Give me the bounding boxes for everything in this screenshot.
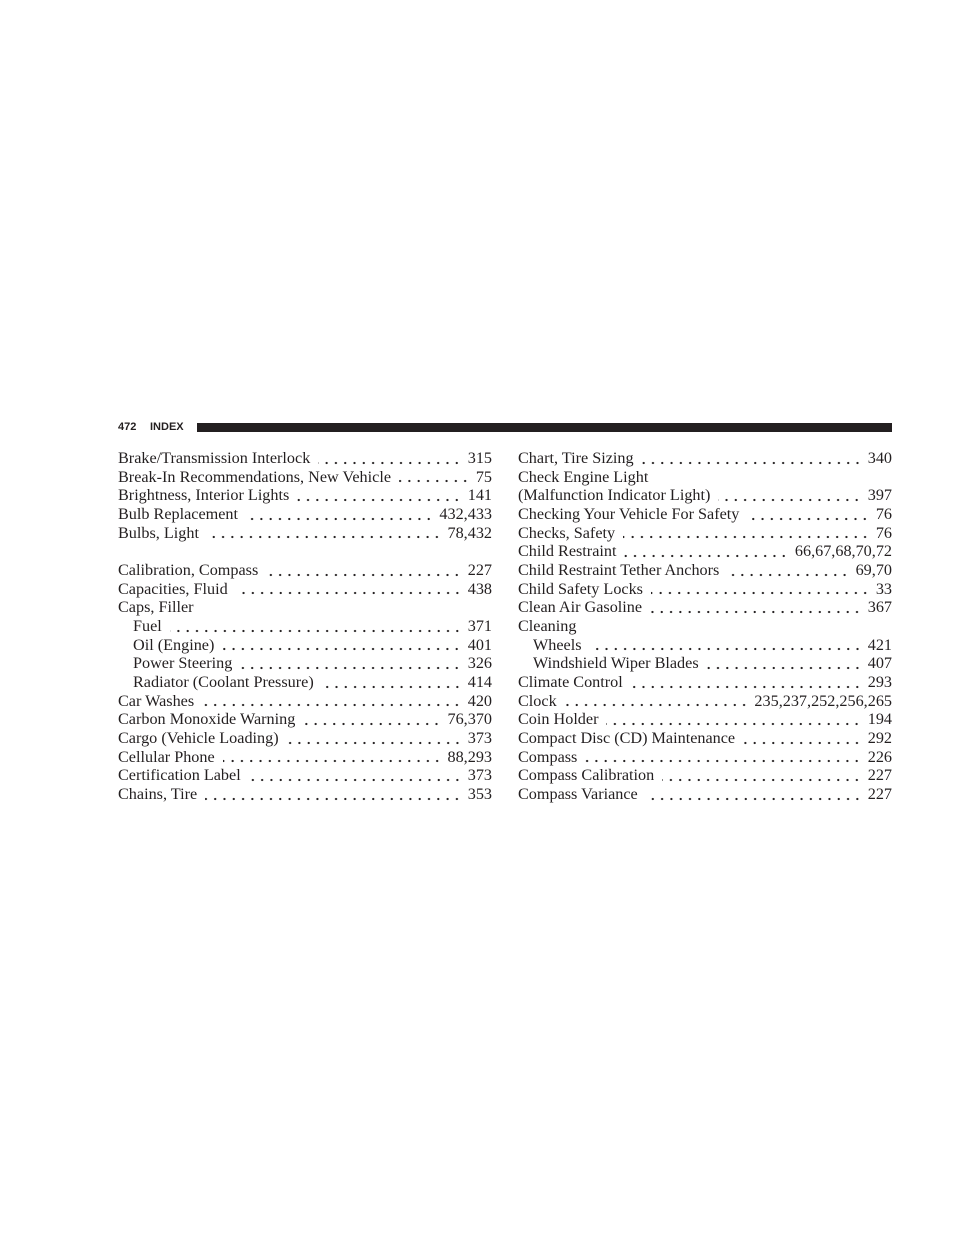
entry-label: Car Washes <box>118 691 195 710</box>
index-entry <box>118 449 492 468</box>
entry-label: Chart, Tire Sizing <box>518 449 634 467</box>
dot-leader <box>747 505 869 524</box>
dot-leader <box>624 542 788 561</box>
subentry-label: Wheels <box>533 635 582 654</box>
entry-page-numbers: 226 <box>867 747 892 766</box>
index-entry <box>518 449 892 468</box>
dot-leader <box>240 654 461 673</box>
entry-label: Child Restraint Tether Anchors <box>518 560 720 579</box>
entry-page-numbers: 66,67,68,70,72 <box>794 542 892 561</box>
index-column-left <box>118 449 492 803</box>
entry-page-numbers: 373 <box>467 766 492 785</box>
entry-label: Capacities, Fluid <box>118 579 228 598</box>
entry-label: Break-In Recommendations, New Vehicle <box>118 467 392 486</box>
entry-label: Bulb Replacement <box>118 504 239 523</box>
index-entry <box>518 598 892 617</box>
dot-leader <box>249 766 462 785</box>
index-entry <box>518 617 892 636</box>
entry-page-numbers: 438 <box>467 579 492 598</box>
entry-label-continued: (Malfunction Indicator Light) <box>518 486 711 505</box>
index-entry <box>118 729 492 748</box>
index-entry <box>118 486 492 505</box>
index-subentry <box>118 673 492 692</box>
entry-label: Cellular Phone <box>118 747 215 766</box>
entry-label: Brake/Transmission Interlock <box>118 449 311 467</box>
dot-leader <box>170 617 462 636</box>
entry-page-numbers: 227 <box>867 784 892 803</box>
dot-leader <box>205 785 462 804</box>
entry-page-numbers: 293 <box>867 672 892 691</box>
dot-leader <box>236 580 462 599</box>
dot-leader <box>207 524 442 543</box>
index-subentry <box>118 636 492 655</box>
entry-label: Compact Disc (CD) Maintenance <box>518 728 736 747</box>
subentry-label: Windshield Wiper Blades <box>533 654 699 673</box>
dot-leader <box>606 710 861 729</box>
dot-leader <box>246 505 433 524</box>
dot-leader <box>318 449 461 468</box>
dot-leader <box>650 598 862 617</box>
dot-leader <box>718 486 861 505</box>
entry-page-numbers: 227 <box>867 766 892 785</box>
index-entry <box>118 598 492 617</box>
entry-page-numbers: 414 <box>467 672 492 691</box>
dot-leader <box>585 748 861 767</box>
entry-label: Caps, Filler <box>118 598 194 617</box>
entry-label: Calibration, Compass <box>118 560 259 579</box>
dot-leader <box>399 468 470 487</box>
index-subentry <box>518 636 892 655</box>
entry-page-numbers: 371 <box>467 616 492 635</box>
index-entry <box>118 785 492 804</box>
entry-page-numbers: 75 <box>475 467 492 486</box>
dot-leader <box>743 729 862 748</box>
dot-leader <box>662 766 861 785</box>
index-entry <box>118 505 492 524</box>
entry-page-numbers: 407 <box>867 654 892 673</box>
entry-page-numbers: 421 <box>867 635 892 654</box>
index-entry <box>518 692 892 711</box>
entry-label: Clean Air Gasoline <box>518 598 643 617</box>
entry-page-numbers: 141 <box>467 486 492 505</box>
index-entry <box>118 580 492 599</box>
entry-page-numbers: 76 <box>875 504 892 523</box>
entry-label: Checking Your Vehicle For Safety <box>518 504 740 523</box>
index-column-right <box>518 449 892 803</box>
entry-page-numbers: 326 <box>467 654 492 673</box>
index-entry <box>518 505 892 524</box>
entry-label: Chains, Tire <box>118 784 198 803</box>
index-subentry <box>118 654 492 673</box>
index-entry <box>118 692 492 711</box>
dot-leader <box>590 636 862 655</box>
entry-page-numbers: 194 <box>867 710 892 729</box>
index-entry <box>518 561 892 580</box>
index-entry <box>118 561 492 580</box>
dot-leader <box>646 785 862 804</box>
dot-leader <box>202 692 462 711</box>
entry-page-numbers: 401 <box>467 635 492 654</box>
index-entry <box>518 785 892 804</box>
entry-page-numbers: 76 <box>875 523 892 542</box>
entry-page-numbers: 33 <box>875 579 892 598</box>
entry-page-numbers: 353 <box>467 784 492 803</box>
dot-leader <box>266 561 461 580</box>
entry-label: Clock <box>518 691 557 710</box>
entry-label: Child Safety Locks <box>518 579 643 598</box>
dot-leader <box>565 692 749 711</box>
dot-leader <box>287 729 462 748</box>
entry-page-numbers: 227 <box>467 560 492 579</box>
subentry-label: Fuel <box>133 616 162 635</box>
subentry-label: Power Steering <box>133 654 233 673</box>
index-entry <box>518 710 892 729</box>
entry-label: Compass Variance <box>518 784 638 803</box>
entry-page-numbers: 78,432 <box>447 523 492 542</box>
index-subentry <box>118 617 492 636</box>
dot-leader <box>303 710 441 729</box>
entry-label: Carbon Monoxide Warning <box>118 710 296 729</box>
page-number: 472 <box>118 421 137 433</box>
dot-leader <box>727 561 849 580</box>
entry-page-numbers: 315 <box>467 449 492 467</box>
dot-leader <box>631 673 862 692</box>
entry-page-numbers: 69,70 <box>855 560 892 579</box>
header-rule <box>197 423 892 432</box>
entry-page-numbers: 292 <box>867 728 892 747</box>
dot-leader <box>707 654 862 673</box>
entry-label: Brightness, Interior Lights <box>118 486 290 505</box>
section-title: INDEX <box>150 421 184 433</box>
entry-page-numbers: 340 <box>867 449 892 467</box>
index-entry <box>518 748 892 767</box>
index-group <box>518 449 892 803</box>
index-entry <box>118 524 492 543</box>
entry-page-numbers: 432,433 <box>439 504 492 523</box>
entry-label: Checks, Safety <box>518 523 616 542</box>
entry-page-numbers: 367 <box>867 598 892 617</box>
dot-leader <box>222 636 461 655</box>
index-entry <box>118 748 492 767</box>
entry-label: Climate Control <box>518 672 623 691</box>
entry-page-numbers: 88,293 <box>447 747 492 766</box>
index-group <box>118 449 492 542</box>
entry-label: Check Engine Light <box>518 467 649 486</box>
entry-label: Cargo (Vehicle Loading) <box>118 728 279 747</box>
index-entry <box>118 710 492 729</box>
entry-page-numbers: 235,237,252,256,265 <box>754 691 892 710</box>
index-entry <box>518 673 892 692</box>
entry-label: Cleaning <box>518 616 577 635</box>
entry-label: Bulbs, Light <box>118 523 199 542</box>
index-entry <box>518 580 892 599</box>
entry-label: Compass Calibration <box>518 766 655 785</box>
index-entry <box>518 524 892 543</box>
entry-label: Compass <box>518 747 578 766</box>
dot-leader <box>642 449 862 468</box>
index-entry <box>518 468 892 487</box>
subentry-label: Radiator (Coolant Pressure) <box>133 672 314 691</box>
entry-page-numbers: 76,370 <box>447 710 492 729</box>
dot-leader <box>623 524 870 543</box>
entry-page-numbers: 373 <box>467 728 492 747</box>
index-subentry <box>518 654 892 673</box>
dot-leader <box>223 748 442 767</box>
subentry-label: Oil (Engine) <box>133 635 215 654</box>
entry-label: Coin Holder <box>518 710 599 729</box>
dot-leader <box>297 486 461 505</box>
index-entry <box>118 766 492 785</box>
index-group <box>118 561 492 804</box>
index-entry <box>518 729 892 748</box>
dot-leader <box>322 673 462 692</box>
entry-page-numbers: 397 <box>867 486 892 505</box>
entry-label: Certification Label <box>118 766 241 785</box>
index-entry <box>518 542 892 561</box>
index-entry <box>118 468 492 487</box>
entry-label: Child Restraint <box>518 542 617 561</box>
index-entry <box>518 766 892 785</box>
index-entry-continuation <box>518 486 892 505</box>
entry-page-numbers: 420 <box>467 691 492 710</box>
dot-leader <box>651 580 870 599</box>
